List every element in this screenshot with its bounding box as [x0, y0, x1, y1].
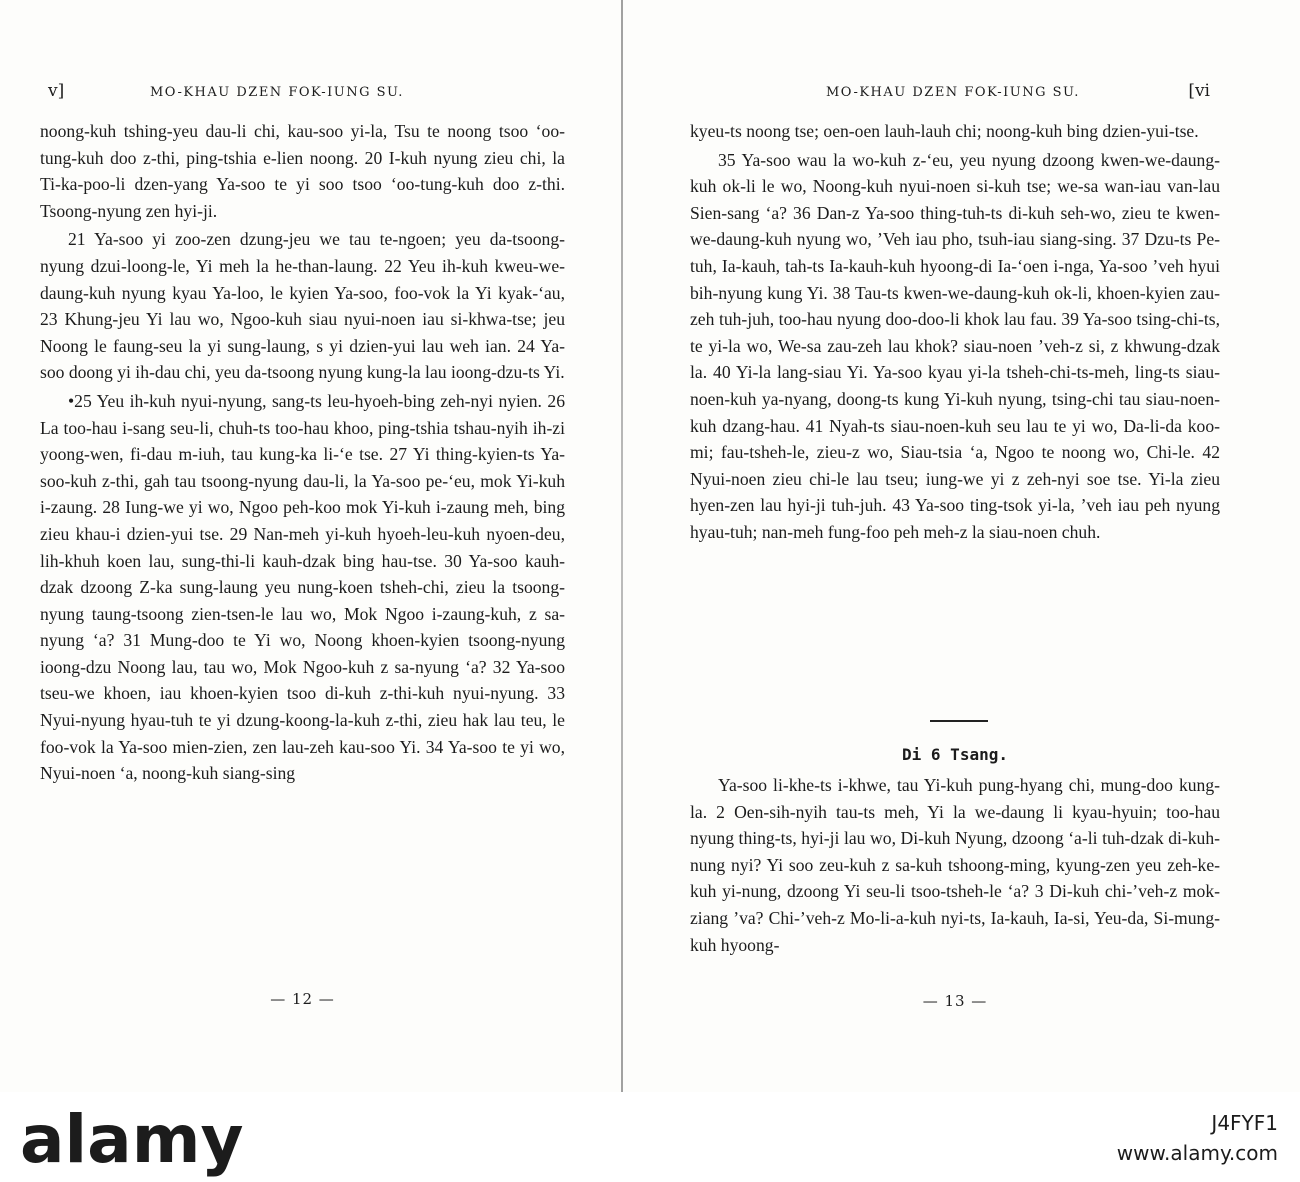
left-paragraph: •25 Yeu ih-kuh nyui-nyung, sang-ts leu-hyoeh-bing zeh-nyi nyien. 26 La too-hau i-sang seu-li, chuh-ts too-hau khoo, ping-tshia tshau-nyih ih-zi yoong-wen, fi-dau m-iuh, tau kung-ka li-‘e tse. 27 Yi thing-kyien-ts Ya-soo-kuh z-thi, gah tau tsoong-nyung dau-li, la Ya-soo pe-‘eu, mok Yi-kuh i-zaung. 28 Iung-we yi wo, Ngoo peh-koo mok Yi-kuh i-zaung meh, bing zieu khau-i dzien-yui tse. 29 Nan-meh yi-kuh hyoeh-leu-kuh nyoen-deu, lih-khuh koen lau, sung-thi-li kauh-dzak bing hau-tse. 30 Ya-soo kauh-dzak dzoong Z-ka sung-laung yeu nung-koen tsheh-chi, zieu la tsoong-nyung taung-tsoong zien-tsen-le lau wo, Mok Ngoo i-zaung-kuh, z sa-nyung ‘a? 31 Mung-doo te Yi wo, Noong khoen-kyien tsoong-nyung ioong-dzu Noong lau, tau wo, Mok Ngoo-kuh z sa-nyung ‘a? 32 Ya-soo tseu-we khoen, iau khoen-kyien tsoo di-kuh z-thi-kuh nyui-nyung. 33 Nyui-nyung hyau-tuh te yi dzung-koong-la-kuh z-thi, zieu hak lau teu, le foo-vok la Ya-soo mien-zien, zen lau-zeh kau-soo Yi. 34 Ya-soo te yi wo, Nyui-noen ‘a, noong-kuh siang-sing: [40, 390, 565, 784]
chapter-divider-rule: [930, 720, 988, 722]
chapter-body: [690, 772, 1220, 958]
book-gutter: [621, 0, 623, 1092]
chapter-paragraph: Ya-soo li-khe-ts i-khwe, tau Yi-kuh pung-hyang chi, mung-doo kung-la. 2 Oen-sih-nyih tau-ts meh, Yi la we-daung li kyau-hyuin; too-hau nyung thing-ts, hyi-ji lau wo, Di-kuh Nyung, dzoong ‘a-li tuh-dzak di-kuh-nung nyi? Yi soo zeu-kuh z sa-kuh tshoong-ming, kyung-zen yeu zeh-ke-kuh yi-nung, dzoong Yi seu-li tsoo-tsheh-le ‘a? 3 Di-kuh chi-’veh-z mok-ziang ’va? Chi-’veh-z Mo-li-a-kuh nyi-ts, Ia-kauh, Ia-si, Yeu-da, Si-mung-kuh hyoong-: [690, 775, 1220, 955]
right-page-body: [690, 118, 1220, 546]
right-paragraph: kyeu-ts noong tse; oen-oen lauh-lauh chi; noong-kuh bing dzien-yui-tse.: [690, 121, 1199, 141]
right-running-title: MO-KHAU DZEN FOK-IUNG SU.: [826, 85, 1080, 100]
left-page-body: [40, 118, 565, 787]
watermark-url: www.alamy.com: [1116, 1141, 1278, 1165]
right-page-header: [690, 83, 1220, 105]
left-paragraph: noong-kuh tshing-yeu dau-li chi, kau-soo yi-la, Tsu te noong tsoo ‘oo-tung-kuh doo z-thi, ping-tshia e-lien noong. 20 I-kuh nyung zieu chi, la Ti-ka-poo-li dzen-yang Ya-soo te yi soo tsoo ‘oo-tung-kuh doo z-thi. Tsoong-nyung zen hyi-ji.: [40, 121, 565, 221]
watermark-banner: [0, 1092, 1300, 1182]
left-running-title: MO-KHAU DZEN FOK-IUNG SU.: [150, 85, 404, 100]
right-page-marker: [vi: [1188, 81, 1210, 101]
left-page-header: [40, 83, 565, 105]
alamy-logo-text: alamy: [20, 1101, 244, 1178]
alamy-logo: [20, 1101, 244, 1178]
right-paragraph: 35 Ya-soo wau la wo-kuh z-‘eu, yeu nyung dzoong kwen-we-daung-kuh ok-li le wo, Noong-kuh nyui-noen si-kuh tse; we-sa wan-iau van-lau Sien-sang ‘a? 36 Dan-z Ya-soo thing-tuh-ts di-kuh seh-wo, zieu te kwen-we-daung-kuh nyung wo, ’Veh iau pho, tsuh-iau siang-sing. 37 Dzu-ts Pe-tuh, Ia-kauh, tah-ts Ia-kauh-kuh hyoong-di Ia-‘oen i-nga, Ya-soo ’veh hyui bih-nyung kung Yi. 38 Tau-ts kwen-we-daung-kuh ok-li, khoen-kyien zau-zeh tuh-juh, too-hau nyung doo-doo-li khok lau fau. 39 Ya-soo tsing-chi-ts, te yi-la wo, We-sa zau-zeh lau khok? siau-noen ’veh-z si, z khwung-dzak la. 40 Yi-la lang-siau Yi. Ya-soo kyau yi-la tsheh-chi-ts-meh, ling-ts siau-noen-kuh ya-nyang, doong-ts kung Yi-kuh nyung, tsing-chi tau siau-noen-kuh dzang-hau. 41 Nyah-ts siau-noen-kuh seu lau te yi wo, Da-li-da koo-mi; fau-tsheh-le, zieu-z wo, Siau-tsia ‘a, Ngoo te noong wo, Chi-le. 42 Nyui-noen zieu chi-le lau tseu; iung-we yi z zeh-nyi soe tse. Yi-la zieu hyen-zen lau hyi-ji tuh-juh. 43 Ya-soo ting-tsok yi-la, ’veh iau peh nyung hyau-tuh; nan-meh fung-foo peh meh-z la siau-noen chuh.: [690, 149, 1220, 542]
watermark-image-id: J4FYF1: [1211, 1111, 1278, 1135]
left-paragraph: 21 Ya-soo yi zoo-zen dzung-jeu we tau te-ngoen; yeu da-tsoong-nyung dzui-loong-le, Yi meh la he-than-laung. 22 Yeu ih-kuh kweu-we-daung-kuh nyung kyau Ya-loo, le kyien Ya-soo, foo-vok la Yi kyak-‘au, 23 Khung-jeu Yi lau wo, Ngoo-kuh siau nyui-noen iau si-khwa-tse; jeu Noong le faung-seu la yi sung-laung, s yi dzien-yui lau weh ian. 24 Ya-soo doong yi ih-dau chi, yeu da-tsoong nyung kung-la lau ioong-dzu-ts Yi.: [40, 229, 565, 383]
right-folio: — 13 —: [922, 992, 988, 1010]
chapter-heading: Di 6 Tsang.: [902, 745, 1008, 764]
left-folio: — 12 —: [270, 990, 335, 1008]
left-page-marker: v]: [48, 81, 65, 101]
